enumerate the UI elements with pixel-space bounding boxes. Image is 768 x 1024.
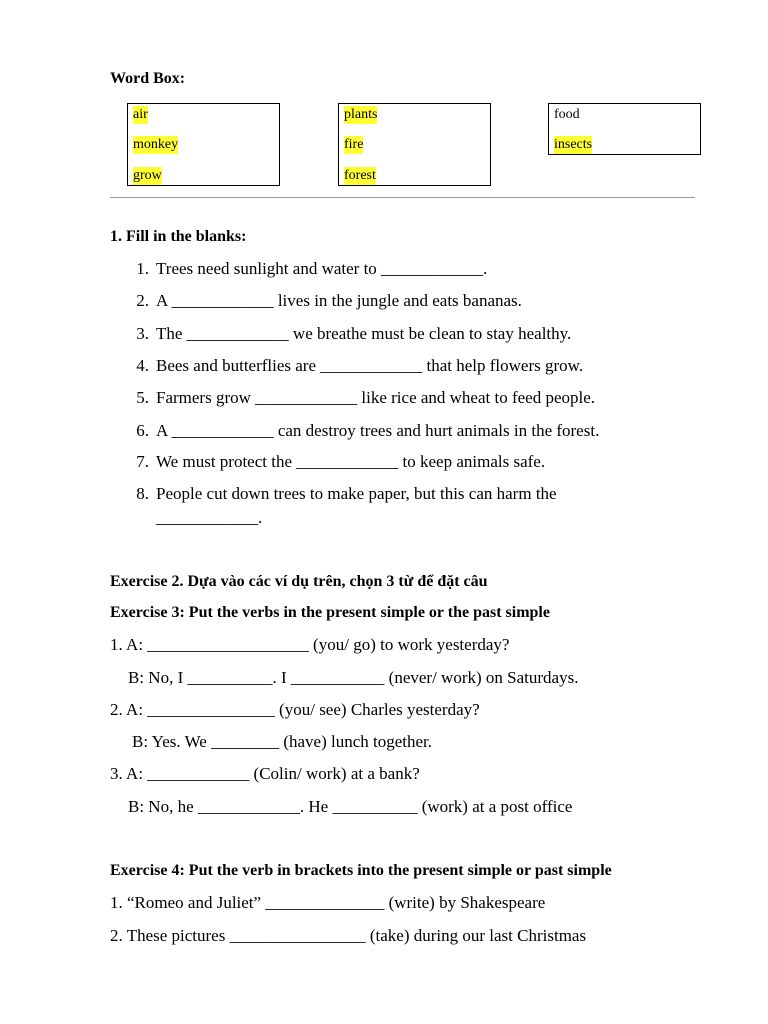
word-box-word: grow (133, 168, 162, 183)
ex1-item: 1. Trees need sunlight and water to ____________. (136, 259, 488, 278)
ex3-heading: Exercise 3: Put the verbs in the present simple or the past simple (110, 604, 550, 621)
ex3-line: B: No, he ____________. He __________ (work) at a post office (128, 797, 573, 816)
word-box-word: air (133, 107, 148, 122)
word-box-word: insects (554, 137, 593, 152)
ex1-item: 3. The ____________ we breathe must be clean to stay healthy. (136, 324, 572, 343)
ex1-item: 8. People cut down trees to make paper, but this can harm the (136, 484, 557, 503)
ex3-line: B: Yes. We ________ (have) lunch together. (132, 732, 433, 751)
ex3-line: B: No, I __________. I ___________ (never/ work) on Saturdays. (128, 668, 579, 687)
ex3-line: 1. A: ___________________ (you/ go) to work yesterday? (110, 635, 510, 654)
word-box-word: plants (344, 107, 378, 122)
ex1-item: 4. Bees and butterflies are ____________ that help flowers grow. (136, 356, 584, 375)
ex3-line: 3. A: ____________ (Colin/ work) at a bank? (110, 764, 420, 783)
ex4-heading: Exercise 4: Put the verb in brackets into the present simple or past simple (110, 862, 612, 879)
ex2-heading: Exercise 2. Dựa vào các ví dụ trên, chọn 3 từ để đặt câu (110, 573, 488, 590)
word-box-word: food (554, 107, 580, 122)
ex1-item: 7. We must protect the ____________ to keep animals safe. (136, 452, 546, 471)
ex4-line: 2. These pictures ________________ (take) during our last Christmas (110, 926, 587, 945)
ex1-item: 2. A ____________ lives in the jungle and eats bananas. (136, 291, 522, 310)
ex1-item: 5. Farmers grow ____________ like rice and wheat to feed people. (136, 388, 596, 407)
ex1-heading: 1. Fill in the blanks: (110, 228, 247, 245)
ex1-item: 6. A ____________ can destroy trees and hurt animals in the forest. (136, 421, 600, 440)
word-box-title: Word Box: (110, 70, 186, 87)
word-box-word: fire (344, 137, 364, 152)
word-box-column-3 (548, 103, 701, 155)
word-box-word: monkey (133, 137, 179, 152)
ex1-item-continuation: ____________. (156, 508, 263, 527)
word-box-word: forest (344, 168, 376, 183)
word-box-column-1 (127, 103, 280, 186)
divider-line (110, 197, 695, 198)
ex4-line: 1. “Romeo and Juliet” ______________ (write) by Shakespeare (110, 893, 546, 912)
ex3-line: 2. A: _______________ (you/ see) Charles yesterday? (110, 700, 480, 719)
word-box-column-2 (338, 103, 491, 186)
